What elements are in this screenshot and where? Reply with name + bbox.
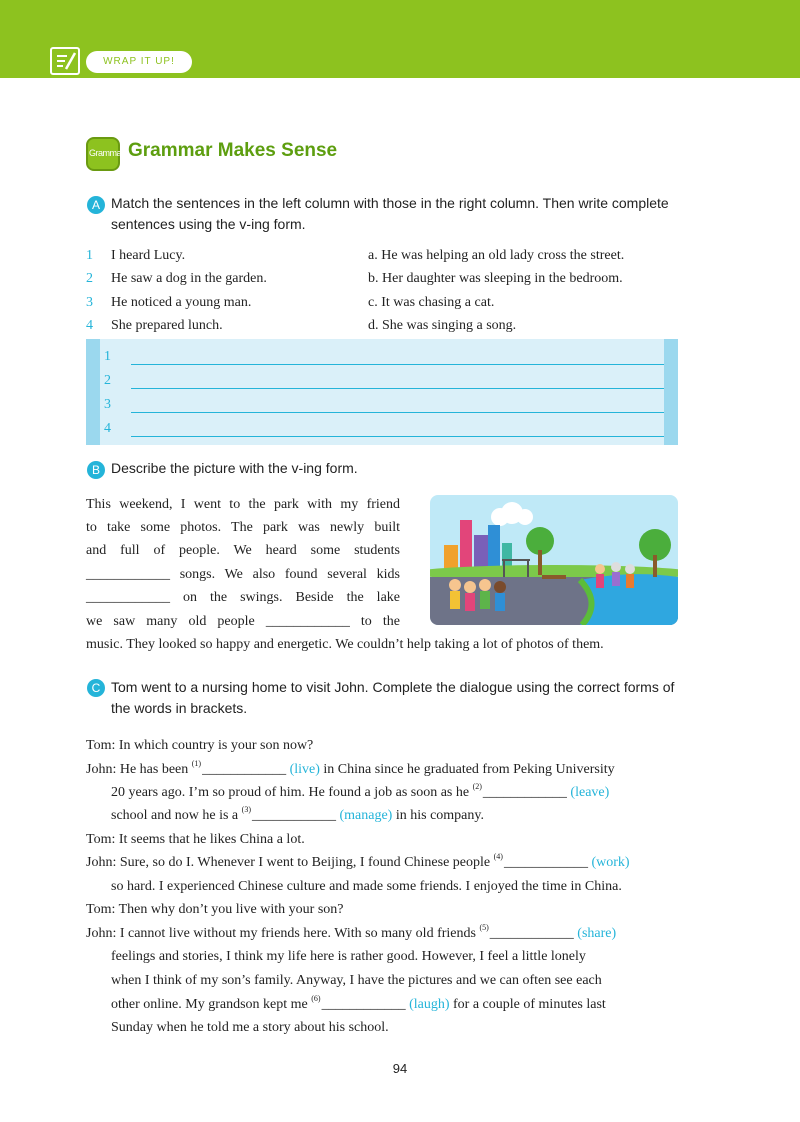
- part-b-marker: B: [87, 461, 105, 479]
- blank-1[interactable]: ____________: [202, 762, 287, 777]
- park-illustration: [430, 495, 678, 625]
- notebook-pen-icon: [50, 47, 80, 75]
- answer-line[interactable]: 3: [104, 393, 664, 417]
- page-number: 94: [392, 1061, 408, 1076]
- answer-box: [86, 339, 678, 445]
- section-tag: WRAP IT UP!: [86, 51, 192, 73]
- dialogue-line: Sunday when he told me a story about his school.: [111, 1020, 389, 1035]
- part-c-marker: C: [87, 679, 105, 697]
- header-bar: [0, 0, 800, 78]
- dialogue-line: Tom: It seems that he likes China a lot.: [86, 832, 305, 847]
- dialogue-line: John: I cannot live without my friends here. With so many old friends $^{(5)}$____________ (share): [86, 923, 617, 941]
- paragraph-line: and full of people. We heard some students: [86, 543, 400, 558]
- dialogue-line: so hard. I experienced Chinese culture and made some friends. I enjoyed the time in China.: [111, 879, 622, 894]
- dialogue-line: Tom: Then why don’t you live with your son?: [86, 902, 344, 917]
- section-heading: Grammar Makes Sense: [128, 140, 338, 161]
- dialogue-line: John: He has been $^{(1)}$____________ (live) in China since he graduated from Peking University: [86, 759, 615, 777]
- blank-4[interactable]: ____________: [503, 855, 588, 870]
- part-b-instruction: Describe the picture with the v-ing form.: [111, 460, 358, 476]
- dialogue-line: school and now he is a $^{(3)}$____________ (manage) in his company.: [111, 805, 484, 823]
- grammar-badge-icon: Grammar: [86, 137, 120, 171]
- dialogue-line: when I think of my son’s family. Anyway, I have the pictures and we can often see each: [111, 973, 602, 988]
- answer-line[interactable]: 1: [104, 345, 664, 369]
- part-a-marker: A: [87, 196, 105, 214]
- paragraph-line: ____________ songs. We also found several kids: [86, 567, 400, 582]
- paragraph-line: ____________ on the swings. Beside the lake: [86, 590, 400, 605]
- paragraph-line: to take some photos. The park was newly built: [86, 520, 400, 535]
- answer-line[interactable]: 2: [104, 369, 664, 393]
- blank-6[interactable]: ____________: [321, 997, 406, 1012]
- paragraph-line: we saw many old people ____________ to the: [86, 614, 400, 629]
- blank-2[interactable]: ____________: [482, 785, 567, 800]
- part-a-instruction: Match the sentences in the left column with those in the right column. Then write complete sentences using the v-ing form.: [111, 195, 669, 232]
- dialogue-line: feelings and stories, I think my life here is rather good. However, I feel a little lonely: [111, 949, 586, 964]
- part-c-instruction: Tom went to a nursing home to visit John. Complete the dialogue using the correct forms of the words in brackets.: [111, 679, 675, 716]
- dialogue-line: other online. My grandson kept me $^{(6)}$____________ (laugh) for a couple of minutes last: [111, 994, 606, 1012]
- answer-line[interactable]: 4: [104, 417, 664, 441]
- dialogue-line: 20 years ago. I’m so proud of him. He found a job as soon as he $^{(2)}$____________ (leave): [111, 782, 610, 800]
- dialogue-line: John: Sure, so do I. Whenever I went to Beijing, I found Chinese people $^{(4)}$____________ (work): [86, 852, 630, 870]
- paragraph-line: This weekend, I went to the park with my friend: [86, 497, 400, 512]
- dialogue-line: Tom: In which country is your son now?: [86, 738, 314, 753]
- blank-3[interactable]: ____________: [251, 808, 336, 823]
- blank-5[interactable]: ____________: [489, 926, 574, 941]
- paragraph-line: music. They looked so happy and energetic. We couldn’t help taking a lot of photos of them.: [86, 637, 604, 652]
